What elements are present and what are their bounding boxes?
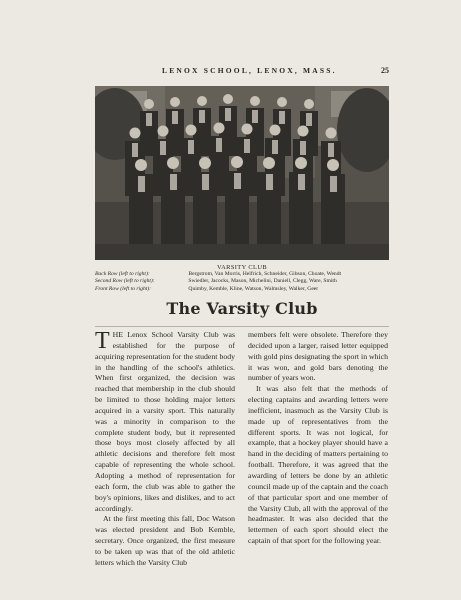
article-paragraph-text: HE Lenox School Varsity Club was established for the purpose of acquiring representation for the student body in the handling of the school's athletics. When first organized, the decision was reached that membership in the club should be limited to those holding major letters acquired in a varsity sport. This naturally was a minority in comparison to the complete student body, but it represented those boys most closely affected by all athletic decisions and therefore felt most capable of representing the whole school. Adopting a method of representation for each form, the club was able to gather the boy's opinions, likes and dislikes, and to act accordingly. bbox=[95, 330, 235, 513]
caption-row-label: Second Row (left to right): bbox=[95, 278, 155, 285]
article-paragraph: members felt were obsolete. Therefore they decided upon a larger, raised letter equipped with gold pins designating the sport in which it was won, and gold bars denoting the number of years won. bbox=[248, 330, 388, 383]
title-rule bbox=[95, 326, 389, 327]
caption-row-label: Front Row (left to right): bbox=[95, 285, 152, 292]
caption-row-names: Bergstrom, Van Morris, Helfrich, Schneider, Gibson, Choate, Wendt bbox=[188, 271, 342, 278]
photo-caption bbox=[95, 264, 389, 293]
article-column-right bbox=[248, 330, 388, 547]
article-paragraph: At the first meeting this fall, Doc Watson was elected president and Bob Kemble, secretary. Once organized, the first measure to be taken up was that of the old athletic letters which the Varsity Club bbox=[95, 514, 235, 567]
article-paragraph: It was also felt that the methods of electing captains and awarding letters were inefficient, inasmuch as the Varsity Club is made up of representatives from the different sports. It was not logical, for example, that a hockey player should have a hand in the deciding of matters pertaining to football. Therefore, it was agreed that the awarding of letters be done by an athletic council made up of the captain and the coach of that particular sport and one member of the Varsity Club, all with the approval of the headmaster. It was also decided that the lettermen of each sport should elect the captain of that sport for the following year. bbox=[248, 384, 388, 546]
caption-row-label: Back Row (left to right): bbox=[95, 271, 150, 278]
caption-row-names: Quimby, Kemble, Kline, Watson, Walmsley, Walker, Geer bbox=[188, 285, 319, 292]
caption-title: VARSITY CLUB bbox=[216, 264, 268, 271]
page-header bbox=[0, 66, 461, 78]
drop-cap: T bbox=[95, 328, 110, 354]
article-title: The Varsity Club bbox=[166, 299, 318, 318]
caption-row-names: Swiedler, Jacocks, Mason, Michelini, Daniell, Clegg, Ware, Smith bbox=[188, 278, 337, 285]
page-number: 25 bbox=[381, 66, 389, 75]
article-column-left bbox=[95, 330, 235, 569]
varsity-club-group-photo bbox=[95, 86, 389, 260]
article-paragraph bbox=[95, 330, 235, 514]
caption-row-second bbox=[95, 278, 389, 285]
running-head: LENOX SCHOOL, LENOX, MASS. bbox=[162, 66, 337, 75]
caption-row-front bbox=[95, 286, 389, 293]
